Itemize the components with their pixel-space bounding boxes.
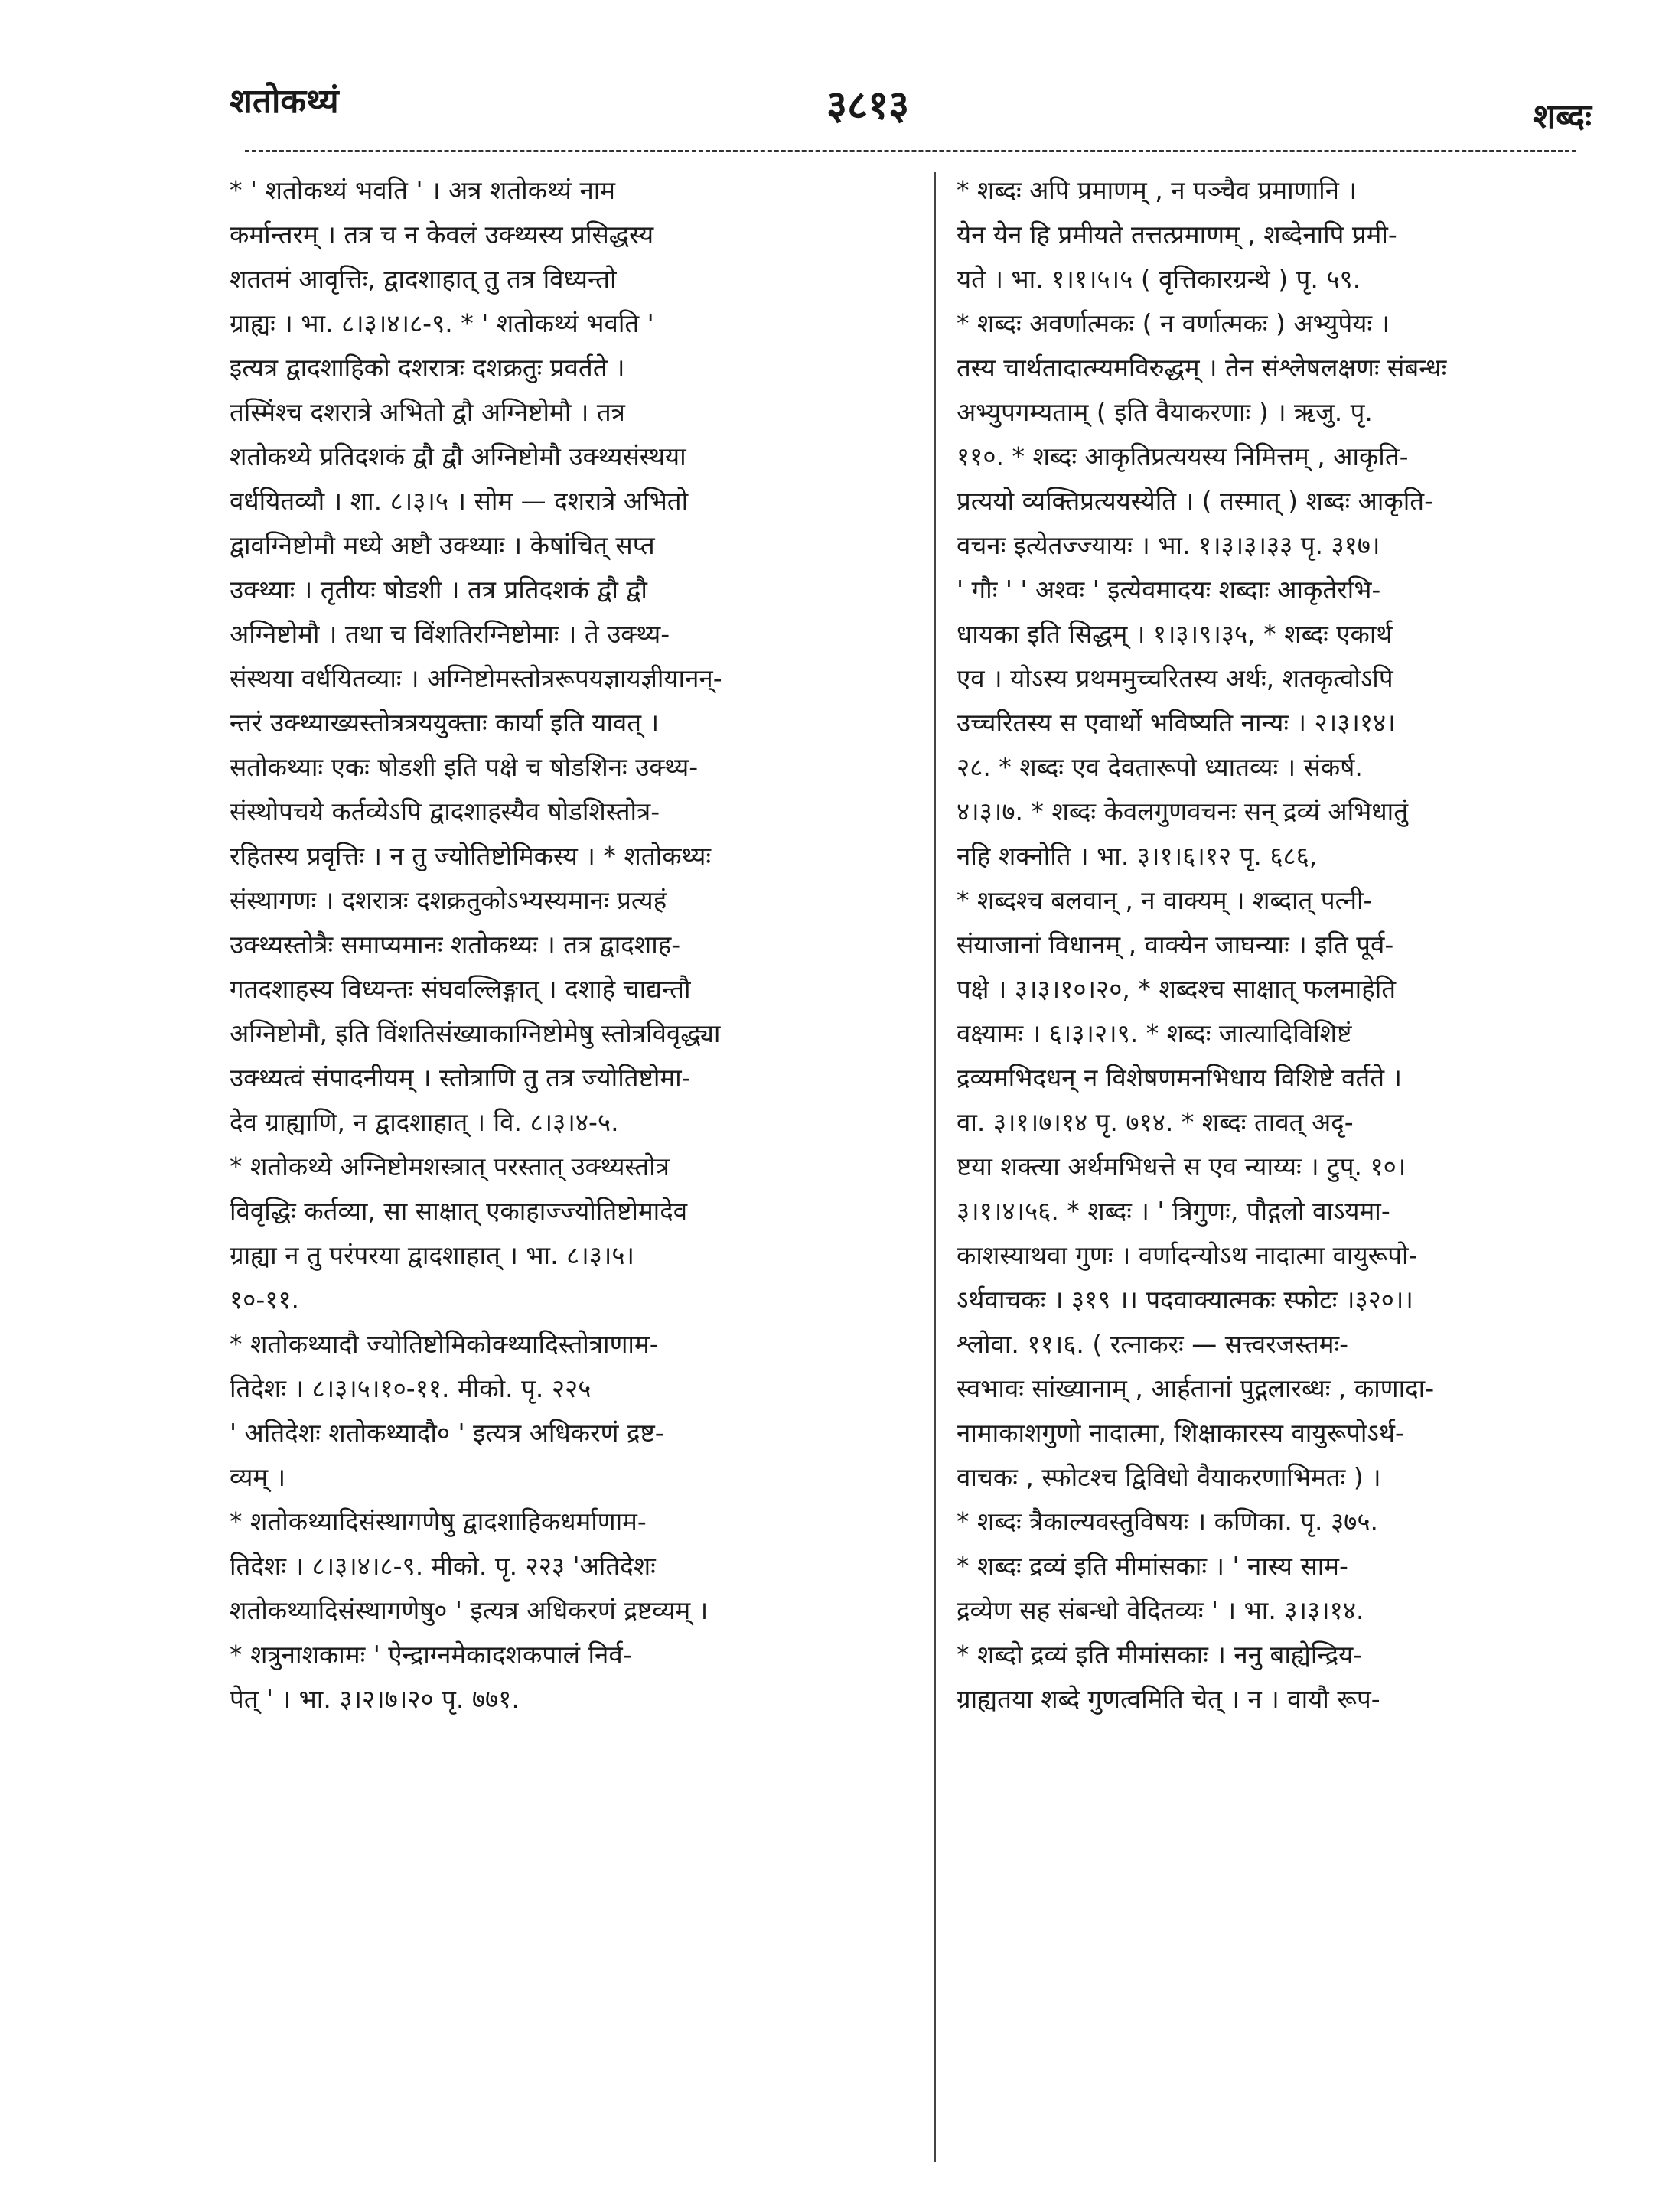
text-line: विवृद्धिः कर्तव्या, सा साक्षात् एकाहाज्ज्योतिष्टोमादेव [230, 1196, 688, 1226]
text-line: स्वभावः सांख्यानाम् , आर्हतानां पुद्गलारब्धः , काणादा- [957, 1373, 1435, 1403]
text-line: ४।३।७. * शब्दः केवलगुणवचनः सन् द्रव्यं अभिधातुं [957, 797, 1409, 826]
text-line: * शतोकथ्ये अग्निष्टोमशस्त्रात् परस्तात् उक्थ्यस्तोत्र [230, 1152, 670, 1181]
text-line: येन येन हि प्रमीयते तत्तत्प्रमाणम् , शब्देनापि प्रमी- [957, 220, 1397, 249]
text-line: उक्थ्यत्वं संपादनीयम् । स्तोत्राणि तु तत्र ज्योतिष्टोमा- [230, 1063, 691, 1093]
text-line: न्तरं उक्थ्याख्यस्तोत्रत्रययुक्ताः कार्या इति यावत् । [230, 708, 660, 738]
text-line: पक्षे । ३।३।१०।२०, * शब्दश्च साक्षात् फलमाहेति [957, 974, 1397, 1004]
text-line: रहितस्य प्रवृत्तिः । न तु ज्योतिष्टोमिकस्य । * शतोकथ्यः [230, 841, 712, 871]
text-line: द्रव्यमभिदधन् न विशेषणमनभिधाय विशिष्टे वर्तते । [957, 1063, 1402, 1093]
text-line: प्रत्ययो व्यक्तिप्रत्ययस्येति । ( तस्मात् ) शब्दः आकृति- [957, 486, 1433, 516]
text-line: इत्यत्र द्वादशाहिको दशरात्रः दशक्रतुः प्रवर्तते । [230, 353, 625, 383]
text-line: संस्थया वर्धयितव्याः । अग्निष्टोमस्तोत्ररूपयज्ञायज्ञीयानन्- [230, 663, 722, 693]
text-line: एव । योऽस्य प्रथममुच्चरितस्य अर्थः, शतकृत्वोऽपि [957, 663, 1393, 693]
text-line: ग्राह्या न तु परंपरया द्वादशाहात् । भा. ८।३।५। [230, 1240, 635, 1270]
text-line: संस्थागणः । दशरात्रः दशक्रतुकोऽभ्यस्यमानः प्रत्यहं [230, 885, 667, 915]
text-line: देव ग्राह्याणि, न द्वादशाहात् । वि. ८।३।४-५. [230, 1107, 619, 1137]
text-line: यते । भा. १।१।५।५ ( वृत्तिकारग्रन्थे ) पृ. ५९. [957, 264, 1361, 294]
text-line: गतदशाहस्य विध्यन्तः संघवल्लिङ्गात् । दशाहे चाद्यन्तौ [230, 974, 691, 1004]
text-line: संस्थोपचये कर्तव्येऽपि द्वादशाहस्यैव षोडशिस्तोत्र- [230, 797, 660, 826]
right-column [957, 168, 1607, 2188]
column-divider [934, 172, 936, 2162]
text-line: सतोकथ्याः एकः षोडशी इति पक्षे च षोडशिनः उक्थ्य- [230, 752, 699, 782]
text-line: शतोकथ्यादिसंस्थागणेषु० ' इत्यत्र अधिकरणं द्रष्टव्यम् । [230, 1595, 709, 1625]
text-line: तस्य चार्थतादात्म्यमविरुद्धम् । तेन संश्लेषलक्षणः संबन्धः [957, 353, 1447, 383]
text-line: उक्थ्याः । तृतीयः षोडशी । तत्र प्रतिदशकं द्वौ द्वौ [230, 575, 647, 604]
text-line: * शब्दः अपि प्रमाणम् , न पञ्चैव प्रमाणानि । [957, 175, 1357, 205]
text-line: धायका इति सिद्धम् । १।३।९।३५, * शब्दः एकार्थ [957, 619, 1393, 649]
left-column [230, 168, 880, 2188]
text-line: * शत्रुनाशकामः ' ऐन्द्राग्नमेकादशकपालं निर्व- [230, 1640, 632, 1670]
text-line: तिदेशः । ८।३।४।८-९. मीको. पृ. २२३ 'अतिदेशः [230, 1551, 656, 1581]
text-line: उच्चरितस्य स एवार्थो भविष्यति नान्यः । २।३।१४। [957, 708, 1396, 738]
text-line: अग्निष्टोमौ । तथा च विंशतिरग्निष्टोमाः । ते उक्थ्य- [230, 619, 670, 649]
header-right-word: शब्दः [1533, 97, 1592, 136]
text-line: २८. * शब्दः एव देवतारूपो ध्यातव्यः । संकर्ष. [957, 752, 1363, 782]
text-line: अभ्युपगम्यताम् ( इति वैयाकरणाः ) । ऋजु. पृ. [957, 397, 1373, 427]
text-line: * शतोकथ्यादौ ज्योतिष्टोमिकोक्थ्यादिस्तोत्राणाम- [230, 1329, 659, 1359]
text-line: * शब्दश्च बलवान् , न वाक्यम् । शब्दात् पत्नी- [957, 885, 1373, 915]
text-line: काशस्याथवा गुणः । वर्णादन्योऽथ नादात्मा वायुरूपो- [957, 1240, 1418, 1270]
text-line: वाचकः , स्फोटश्च द्विविधो वैयाकरणाभिमतः ) । [957, 1462, 1381, 1492]
text-line: श्लोवा. ११।६. ( रत्नाकरः — सत्त्वरजस्तमः- [957, 1329, 1349, 1359]
text-line: * ' शतोकथ्यं भवति ' । अत्र शतोकथ्यं नाम [230, 175, 616, 205]
text-line: उक्थ्यस्तोत्रैः समाप्यमानः शतोकथ्यः । तत्र द्वादशाह- [230, 930, 681, 959]
text-line: * शब्दः अवर्णात्मकः ( न वर्णात्मकः ) अभ्युपेयः । [957, 308, 1390, 338]
text-line: नामाकाशगुणो नादात्मा, शिक्षाकारस्य वायुरूपोऽर्थ- [957, 1418, 1404, 1448]
text-line: शतोकथ्ये प्रतिदशकं द्वौ द्वौ अग्निष्टोमौ उक्थ्यसंस्थया [230, 441, 686, 471]
text-line: वक्ष्यामः । ६।३।२।९. * शब्दः जात्यादिविशिष्टं [957, 1018, 1352, 1048]
text-line: ' अतिदेशः शतोकथ्यादौ० ' इत्यत्र अधिकरणं द्रष्ट- [230, 1418, 664, 1448]
text-line: तस्मिंश्च दशरात्रे अभितो द्वौ अग्निष्टोमौ । तत्र [230, 397, 625, 427]
text-line: नहि शक्नोति । भा. ३।१।६।१२ पृ. ६८६, [957, 841, 1318, 871]
text-line: शततमं आवृत्तिः, द्वादशाहात् तु तत्र विध्यन्तो [230, 264, 617, 294]
page-number: ३८१३ [826, 83, 910, 129]
text-line: * शब्दः त्रैकाल्यवस्तुविषयः । कणिका. पृ. ३७५. [957, 1507, 1378, 1536]
text-line: ३।१।४।५६. * शब्दः । ' त्रिगुणः, पौद्गलो वाऽयमा- [957, 1196, 1390, 1226]
text-line: ऽर्थवाचकः । ३१९ ।। पदवाक्यात्मकः स्फोटः ।३२०।। [957, 1285, 1413, 1314]
text-line: * शब्दः द्रव्यं इति मीमांसकाः । ' नास्य साम- [957, 1551, 1348, 1581]
text-line: ' गौः ' ' अश्वः ' इत्येवमादयः शब्दाः आकृतेरभि- [957, 575, 1381, 604]
text-line: कर्मान्तरम् । तत्र च न केवलं उक्थ्यस्य प्रसिद्धस्य [230, 220, 654, 249]
text-line: व्यम् । [230, 1462, 286, 1492]
text-line: ष्टया शक्त्या अर्थमभिधत्ते स एव न्याय्यः । टुप्. १०। [957, 1152, 1406, 1181]
text-line: द्रव्येण सह संबन्धो वेदितव्यः ' । भा. ३।३।१४. [957, 1595, 1364, 1625]
text-line: ग्राह्यः । भा. ८।३।४।८-९. * ' शतोकथ्यं भवति ' [230, 308, 654, 338]
text-line: द्वावग्निष्टोमौ मध्ये अष्टौ उक्थ्याः । केषांचित् सप्त [230, 530, 655, 560]
text-line: वर्धयितव्यौ । शा. ८।३।५ । सोम — दशरात्रे अभितो [230, 486, 689, 516]
header-left-word: शतोकथ्यं [230, 82, 339, 121]
text-line: वचनः इत्येतज्ज्यायः । भा. १।३।३।३३ पृ. ३१७। [957, 530, 1380, 560]
text-line: अग्निष्टोमौ, इति विंशतिसंख्याकाग्निष्टोमेषु स्तोत्रविवृद्ध्या [230, 1018, 721, 1048]
page-header [230, 77, 1592, 138]
text-line: १०-११. [230, 1285, 300, 1314]
text-line: * शतोकथ्यादिसंस्थागणेषु द्वादशाहिकधर्माणाम- [230, 1507, 647, 1536]
header-rule [245, 150, 1576, 152]
text-line: पेत् ' । भा. ३।२।७।२० पृ. ७७१. [230, 1684, 520, 1714]
text-line: ग्राह्यतया शब्दे गुणत्वमिति चेत् । न । वायौ रूप- [957, 1684, 1380, 1714]
text-line: वा. ३।१।७।१४ पृ. ७१४. * शब्दः तावत् अदृ- [957, 1107, 1354, 1137]
text-line: तिदेशः । ८।३।५।१०-११. मीको. पृ. २२५ [230, 1373, 592, 1403]
text-line: ११०. * शब्दः आकृतिप्रत्ययस्य निमित्तम् , आकृति- [957, 441, 1409, 471]
text-line: * शब्दो द्रव्यं इति मीमांसकाः । ननु बाह्येन्द्रिय- [957, 1640, 1363, 1670]
text-line: संयाजानां विधानम् , वाक्येन जाघन्याः । इति पूर्व- [957, 930, 1394, 959]
